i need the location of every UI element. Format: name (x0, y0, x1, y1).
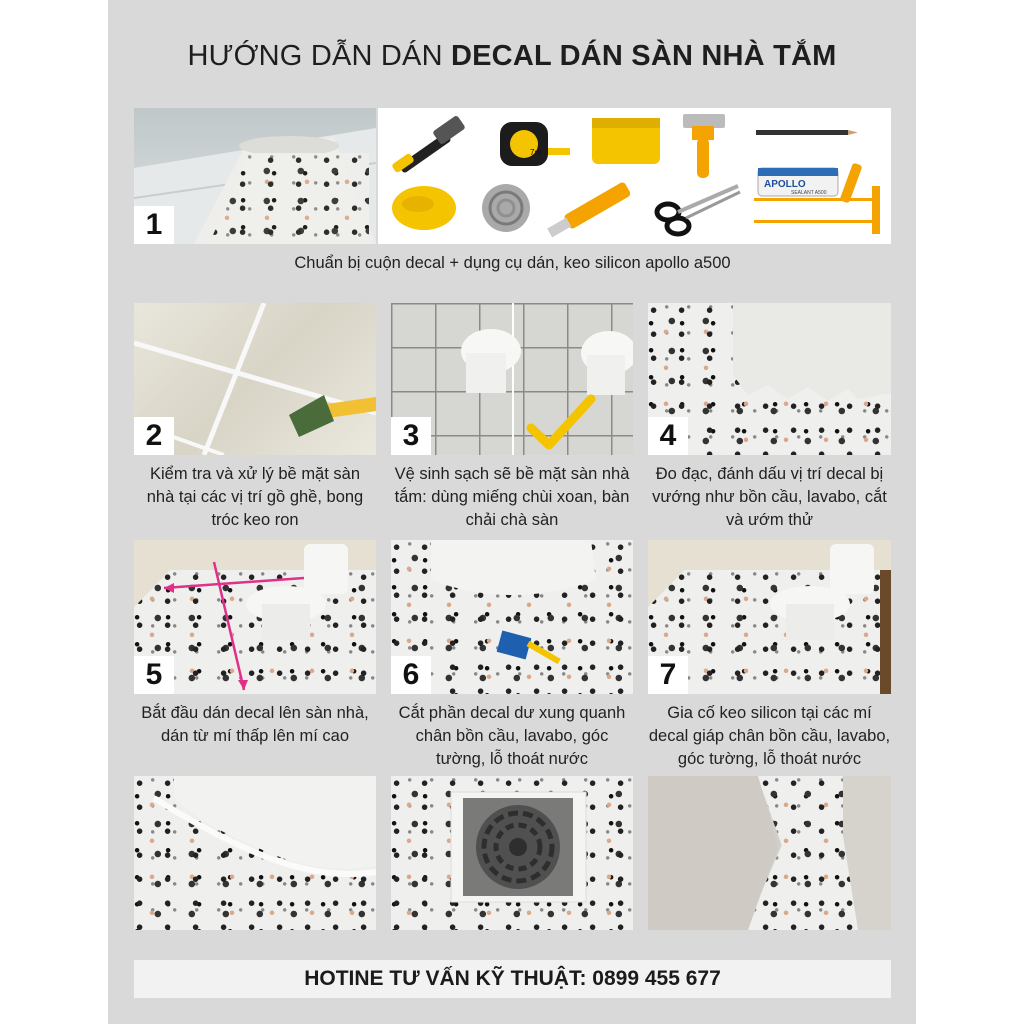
result-photo-floor-drain (391, 776, 633, 930)
tape-label: 7m (530, 148, 542, 157)
scraper-icon (683, 114, 725, 178)
squeegee-icon (592, 118, 660, 164)
step-3-photo (391, 303, 633, 455)
step-4-number: 4 (648, 417, 688, 455)
box-cutter-icon (546, 181, 632, 240)
step-2-photo (134, 303, 376, 455)
squeegee-tool (497, 630, 532, 659)
tape-measure-icon (500, 122, 570, 166)
result-photo-toilet-base (134, 776, 376, 930)
step-1-number: 1 (134, 206, 174, 244)
step-7-caption: Gia cố keo silicon tại các mí decal giáp chân bồn cầu, lavabo, góc tường, lỗ thoát nước (648, 704, 891, 768)
hotline-banner: HOTINE TƯ VẤN KỸ THUẬT: 0899 455 677 (134, 960, 891, 998)
step-5-photo (134, 540, 376, 694)
checkmark-icon (531, 399, 591, 445)
scissors-icon (657, 186, 740, 234)
step-4-caption: Đo đạc, đánh dấu vị trí decal bị vướng như bồn cầu, lavabo, cắt và ướm thử (652, 465, 887, 529)
page-title: HƯỚNG DẪN DÁN DECAL DÁN SÀN NHÀ TẮM (187, 40, 837, 72)
step-5-caption: Bắt đầu dán decal lên sàn nhà, dán từ mí thấp lên mí cao (141, 704, 369, 745)
pencil-icon (756, 130, 858, 135)
hammer-icon (391, 115, 466, 174)
step-3-caption: Vệ sinh sạch sẽ bề mặt sàn nhà tắm: dùng miếng chùi xoan, bàn chải chà sàn (394, 465, 630, 529)
tools-panel (378, 108, 891, 244)
step-3-number: 3 (391, 417, 431, 455)
step-6-number: 6 (391, 656, 431, 694)
step-7-number: 7 (648, 656, 688, 694)
cartridge-subtitle: SEALANT A500 (791, 190, 827, 196)
step-2-number: 2 (134, 417, 174, 455)
step-1-caption: Chuẩn bị cuộn decal + dụng cụ dán, keo silicon apollo a500 (294, 254, 731, 272)
step-2-caption: Kiểm tra và xử lý bề mặt sàn nhà tại các vị trí gồ ghề, bong tróc keo ron (146, 465, 364, 529)
step-7-photo (648, 540, 891, 694)
caulking-gun-icon (754, 162, 880, 234)
steel-wool-icon (482, 184, 530, 232)
cloth-icon (392, 186, 456, 230)
result-photo-wall-corner (648, 776, 891, 930)
cartridge-brand: APOLLO (764, 179, 806, 190)
step-4-photo (648, 303, 891, 455)
step-1-photo (134, 108, 376, 244)
step-6-photo (391, 540, 633, 694)
guide-sheet (108, 0, 916, 1024)
step-6-caption: Cắt phần decal dư xung quanh chân bồn cầu, lavabo, góc tường, lỗ thoát nước (398, 704, 626, 768)
step-5-number: 5 (134, 656, 174, 694)
tools-illustration (378, 108, 891, 244)
